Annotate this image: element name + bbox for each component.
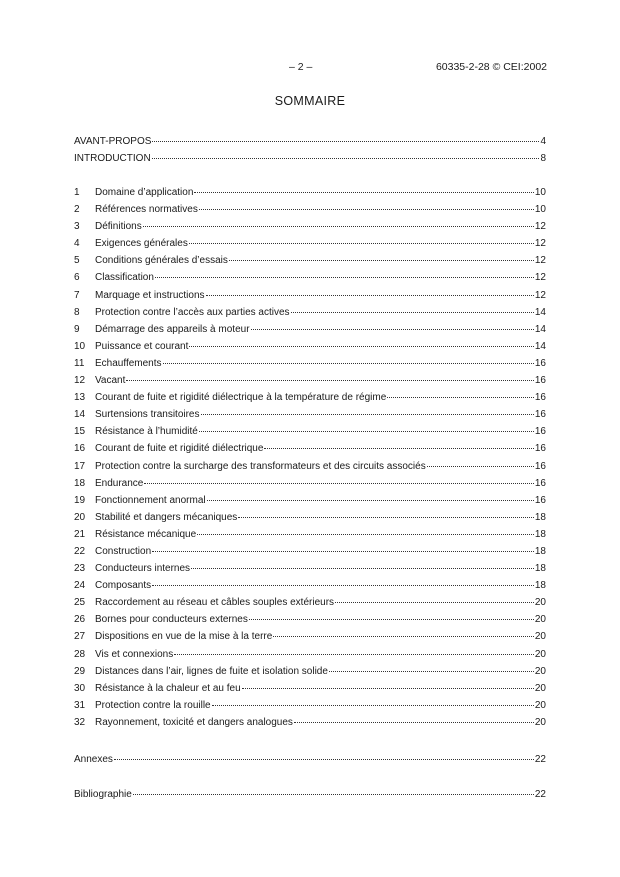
dot-leader	[212, 705, 534, 706]
toc-entry-number: 19	[74, 494, 86, 506]
toc-entry-label: Protection contre la surcharge des transformateurs et des circuits associés	[95, 460, 426, 472]
toc-entry-label: Résistance à l’humidité	[95, 426, 198, 438]
toc-entry[interactable]	[74, 304, 546, 321]
toc-entry-label: Annexes	[74, 754, 113, 765]
toc-entry-label: Vacant	[95, 375, 126, 387]
toc-entry-page: 12	[534, 221, 546, 233]
toc-entry-page: 20	[534, 631, 546, 643]
dot-leader	[152, 158, 540, 159]
dot-leader	[251, 329, 534, 330]
toc-entry-page: 16	[534, 460, 546, 472]
toc-clauses	[74, 184, 546, 731]
toc-entry-page: 16	[534, 357, 546, 369]
dot-leader	[191, 568, 534, 569]
toc-entry-label: Endurance	[95, 477, 144, 489]
toc-entry-page: 12	[534, 255, 546, 267]
toc-entry-page: 22	[534, 789, 546, 800]
toc-entry-number: 28	[74, 648, 86, 660]
toc-entry-label: Exigences générales	[95, 238, 188, 250]
dot-leader	[189, 243, 534, 244]
dot-leader	[152, 585, 534, 586]
toc-entry-number: 10	[74, 340, 86, 352]
toc-entry-page: 16	[534, 392, 546, 404]
toc-entry-label: Raccordement au réseau et câbles souples extérieurs	[95, 597, 335, 609]
toc-entry-number: 17	[74, 460, 86, 472]
toc-bibliography	[74, 786, 546, 803]
toc-annexes	[74, 751, 546, 768]
toc-entry[interactable]	[74, 543, 546, 560]
dot-leader	[199, 209, 534, 210]
toc-entry[interactable]	[74, 133, 546, 150]
dot-leader	[291, 312, 534, 313]
toc-entry-label: INTRODUCTION	[74, 153, 151, 165]
toc-entry[interactable]	[74, 577, 546, 594]
toc-entry-label: Stabilité et dangers mécaniques	[95, 511, 238, 523]
toc-entry-page: 12	[534, 272, 546, 284]
toc-entry-number: 14	[74, 409, 86, 421]
toc-entry-label: Domaine d’application	[95, 187, 194, 198]
toc-entry-page: 8	[540, 153, 546, 165]
toc-entry-page: 16	[534, 494, 546, 506]
dot-leader	[229, 260, 534, 261]
page-title: SOMMAIRE	[274, 94, 346, 108]
toc-entry-number: 12	[74, 375, 86, 387]
toc-entry[interactable]	[74, 423, 546, 440]
dot-leader	[249, 619, 534, 620]
toc-entry-number: 4	[74, 238, 80, 250]
dot-leader	[114, 759, 534, 760]
toc-entry-page: 18	[534, 528, 546, 540]
toc-entry[interactable]	[74, 150, 546, 167]
toc-entry[interactable]	[74, 269, 546, 286]
toc-entry[interactable]	[74, 526, 546, 543]
toc-entry[interactable]	[74, 646, 546, 663]
toc-entry-label: Classification	[95, 272, 154, 284]
toc-entry-page: 16	[534, 426, 546, 438]
dot-leader	[273, 636, 534, 637]
dot-leader	[144, 483, 534, 484]
toc-entry-number: 9	[74, 323, 80, 335]
toc-entry-number: 6	[74, 272, 80, 284]
toc-entry-page: 10	[534, 187, 546, 198]
toc-entry-page: 20	[534, 597, 546, 609]
toc-entry-number: 5	[74, 255, 80, 267]
toc-entry-page: 16	[534, 375, 546, 387]
toc-entry[interactable]	[74, 235, 546, 252]
toc-entry-number: 18	[74, 477, 86, 489]
toc-front-matter	[74, 133, 546, 167]
toc-entry-page: 18	[534, 580, 546, 592]
toc-entry-page: 18	[534, 511, 546, 523]
toc-entry-number: 1	[74, 187, 80, 198]
dot-leader	[143, 226, 534, 227]
toc-entry-page: 16	[534, 477, 546, 489]
toc-entry[interactable]	[74, 389, 546, 406]
toc-entry-label: Courant de fuite et rigidité diélectrique à la température de régime	[95, 392, 387, 404]
toc-entry-page: 4	[540, 136, 546, 147]
toc-entry-page: 12	[534, 289, 546, 301]
toc-entry-page: 22	[534, 754, 546, 765]
dot-leader	[197, 534, 534, 535]
dot-leader	[174, 654, 534, 655]
toc-entry-number: 26	[74, 614, 86, 626]
dot-leader	[238, 517, 534, 518]
toc-entry-number: 21	[74, 528, 86, 540]
toc-entry[interactable]	[74, 355, 546, 372]
toc-entry[interactable]	[74, 680, 546, 697]
dot-leader	[201, 414, 534, 415]
toc-entry-label: Démarrage des appareils à moteur	[95, 323, 250, 335]
page-number: – 2 –	[289, 61, 313, 73]
dot-leader	[207, 500, 534, 501]
toc-entry-label: Conditions générales d’essais	[95, 255, 228, 267]
toc-entry-page: 14	[534, 340, 546, 352]
toc-entry-label: Bornes pour conducteurs externes	[95, 614, 248, 626]
toc-entry[interactable]	[74, 372, 546, 389]
toc-entry-label: Résistance à la chaleur et au feu	[95, 682, 241, 694]
toc-entry[interactable]	[74, 786, 546, 803]
dot-leader	[163, 363, 534, 364]
toc-entry-label: Vis et connexions	[95, 648, 174, 660]
toc-entry-label: Conducteurs internes	[95, 563, 191, 575]
toc-entry-page: 20	[534, 699, 546, 711]
toc-entry[interactable]	[74, 594, 546, 611]
toc-entry-number: 25	[74, 597, 86, 609]
dot-leader	[189, 346, 533, 347]
toc-entry[interactable]	[74, 338, 546, 355]
toc-entry[interactable]	[74, 560, 546, 577]
toc-entry-number: 24	[74, 580, 86, 592]
toc-entry-label: Distances dans l’air, lignes de fuite et isolation solide	[95, 665, 328, 677]
toc-entry-number: 23	[74, 563, 86, 575]
toc-entry[interactable]	[74, 611, 546, 628]
dot-leader	[335, 602, 534, 603]
toc-entry[interactable]	[74, 252, 546, 269]
toc-entry[interactable]	[74, 440, 546, 457]
dot-leader	[242, 688, 534, 689]
toc-entry-number: 2	[74, 204, 80, 216]
toc-entry[interactable]	[74, 475, 546, 492]
toc-entry-label: Construction	[95, 545, 152, 557]
toc-entry-label: Protection contre la rouille	[95, 699, 211, 711]
toc-entry-number: 8	[74, 306, 80, 318]
toc-entry-number: 27	[74, 631, 86, 643]
dot-leader	[294, 722, 534, 723]
toc-entry-label: Dispositions en vue de la mise à la terre	[95, 631, 273, 643]
toc-entry-number: 13	[74, 392, 86, 404]
toc-entry[interactable]	[74, 628, 546, 645]
dot-leader	[126, 380, 533, 381]
toc-entry-label: AVANT-PROPOS	[74, 136, 152, 147]
toc-entry-number: 31	[74, 699, 86, 711]
toc-entry-label: Puissance et courant	[95, 340, 189, 352]
toc-entry-label: Protection contre l’accès aux parties actives	[95, 306, 290, 318]
toc-entry-number: 11	[74, 357, 85, 369]
toc-entry-number: 16	[74, 443, 86, 455]
toc-entry[interactable]	[74, 663, 546, 680]
toc-entry[interactable]	[74, 184, 546, 201]
toc-entry[interactable]	[74, 201, 546, 218]
dot-leader	[152, 551, 534, 552]
toc-entry[interactable]	[74, 406, 546, 423]
dot-leader	[133, 794, 534, 795]
dot-leader	[329, 671, 534, 672]
toc-entry[interactable]	[74, 714, 546, 731]
toc-entry-number: 32	[74, 716, 86, 728]
toc-entry[interactable]	[74, 287, 546, 304]
toc-entry[interactable]	[74, 321, 546, 338]
toc-entry-page: 14	[534, 306, 546, 318]
toc-entry-page: 18	[534, 545, 546, 557]
toc-entry-page: 20	[534, 716, 546, 728]
dot-leader	[264, 448, 533, 449]
dot-leader	[206, 295, 534, 296]
toc-entry-page: 14	[534, 323, 546, 335]
dot-leader	[194, 192, 533, 193]
toc-entry-number: 20	[74, 511, 86, 523]
toc-entry-number: 15	[74, 426, 86, 438]
dot-leader	[152, 141, 539, 142]
toc-entry[interactable]	[74, 492, 546, 509]
toc-entry-number: 7	[74, 289, 80, 301]
toc-entry-page: 16	[534, 443, 546, 455]
toc-entry-label: Surtensions transitoires	[95, 409, 200, 421]
toc-entry[interactable]	[74, 751, 546, 768]
toc-entry-label: Résistance mécanique	[95, 528, 197, 540]
toc-entry-label: Rayonnement, toxicité et dangers analogues	[95, 716, 293, 728]
toc-entry-page: 20	[534, 614, 546, 626]
toc-entry-number: 3	[74, 221, 80, 233]
toc-entry-label: Courant de fuite et rigidité diélectrique	[95, 443, 264, 455]
toc-entry[interactable]	[74, 458, 546, 475]
dot-leader	[427, 466, 534, 467]
toc-entry[interactable]	[74, 509, 546, 526]
toc-entry-page: 10	[534, 204, 546, 216]
toc-entry-label: Echauffements	[95, 357, 162, 369]
toc-entry-label: Marquage et instructions	[95, 289, 205, 301]
dot-leader	[155, 277, 534, 278]
toc-entry-label: Références normatives	[95, 204, 198, 216]
toc-entry-page: 12	[534, 238, 546, 250]
standard-reference: 60335-2-28 © CEI:2002	[435, 61, 547, 73]
toc-entry-label: Fonctionnement anormal	[95, 494, 206, 506]
toc-entry[interactable]	[74, 218, 546, 235]
toc-entry-page: 18	[534, 563, 546, 575]
dot-leader	[387, 397, 534, 398]
toc-entry-number: 30	[74, 682, 86, 694]
toc-entry-label: Composants	[95, 580, 152, 592]
toc-entry-number: 22	[74, 545, 86, 557]
toc-entry-label: Bibliographie	[74, 789, 132, 800]
toc-entry-page: 20	[534, 648, 546, 660]
toc-entry-label: Définitions	[95, 221, 142, 233]
toc-entry-number: 29	[74, 665, 86, 677]
toc-entry[interactable]	[74, 697, 546, 714]
toc-entry-page: 20	[534, 665, 546, 677]
dot-leader	[199, 431, 534, 432]
toc-entry-page: 16	[534, 409, 546, 421]
toc-entry-page: 20	[534, 682, 546, 694]
